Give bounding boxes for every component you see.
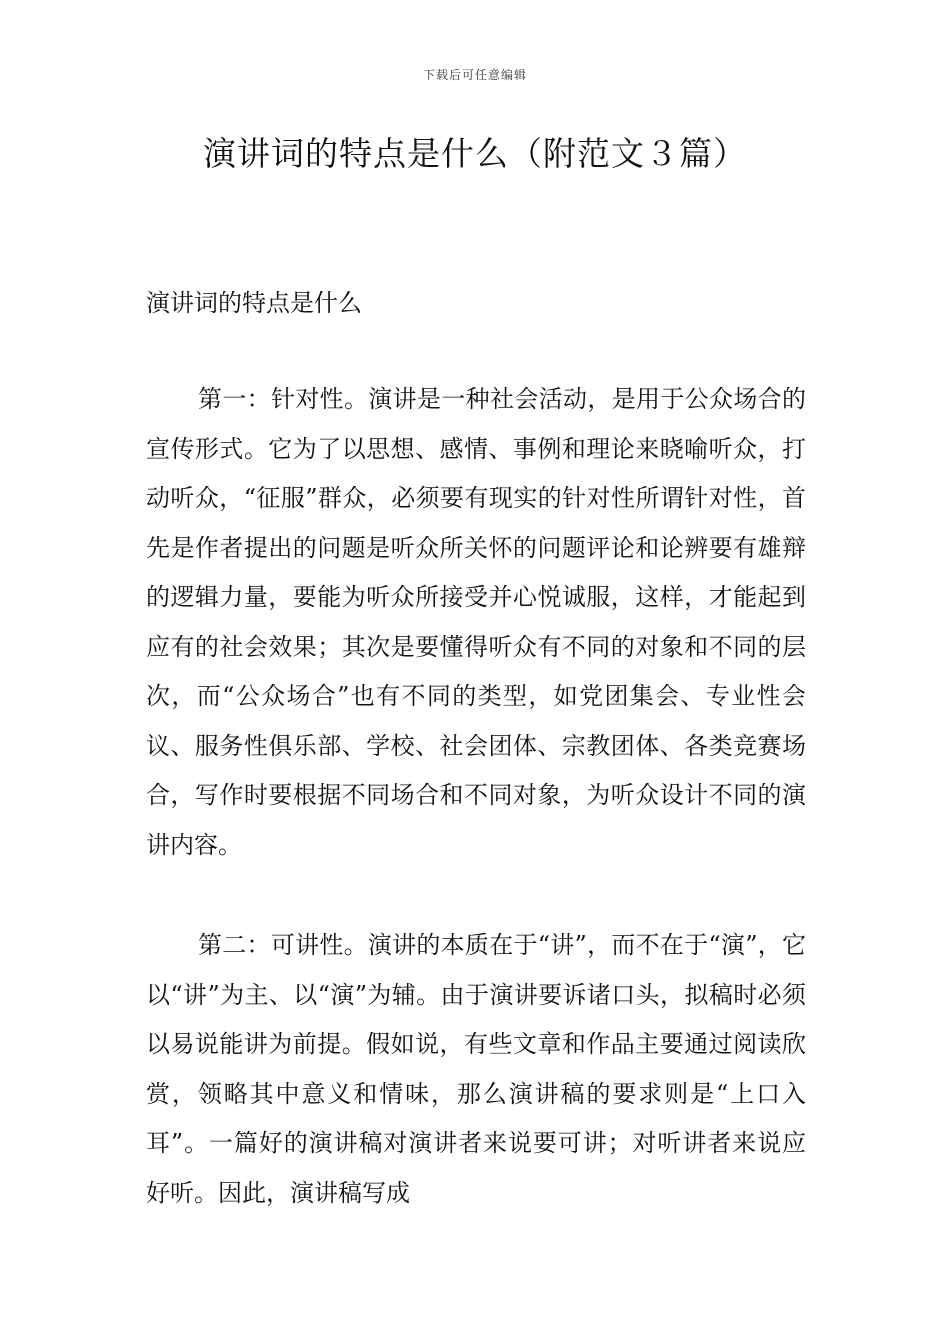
- document-title: 演讲词的特点是什么（附范文３篇）: [203, 134, 747, 173]
- header-note: 下载后可任意编辑: [422, 68, 527, 82]
- section-heading: 演讲词的特点是什么: [146, 289, 362, 317]
- paragraph-targeting: 第一：针对性。演讲是一种社会活动，是用于公众场合的宣传形式。它为了以思想、感情、事例和理论来晓喻听众，打动听众，“征服”群众，必须要有现实的针对性所谓针对性，首先是作者提出的问题是听众所关怀的问题评论和论辨要有雄辩的逻辑力量，要能为听众所接受并心悦诚服，这样，才能起到应有的社会效果；其次是要懂得听众有不同的对象和不同的层次，而“公众场合”也有不同的类型，如党团集会、专业性会议、服务性俱乐部、学校、社会团体、宗教团体、各类竞赛场合，写作时要根据不同场合和不同对象，为听众设计不同的演讲内容。: [146, 385, 806, 859]
- paragraph-speakability: 第二：可讲性。演讲的本质在于“讲”，而不在于“演”，它以“讲”为主、以“演”为辅。由于演讲要诉诸口头，拟稿时必须以易说能讲为前提。假如说，有些文章和作品主要通过阅读欣赏，领略其中意义和情味，那么演讲稿的要求则是“上口入耳”。一篇好的演讲稿对演讲者来说要可讲；对听讲者来说应好听。因此，演讲稿写成: [146, 931, 806, 1207]
